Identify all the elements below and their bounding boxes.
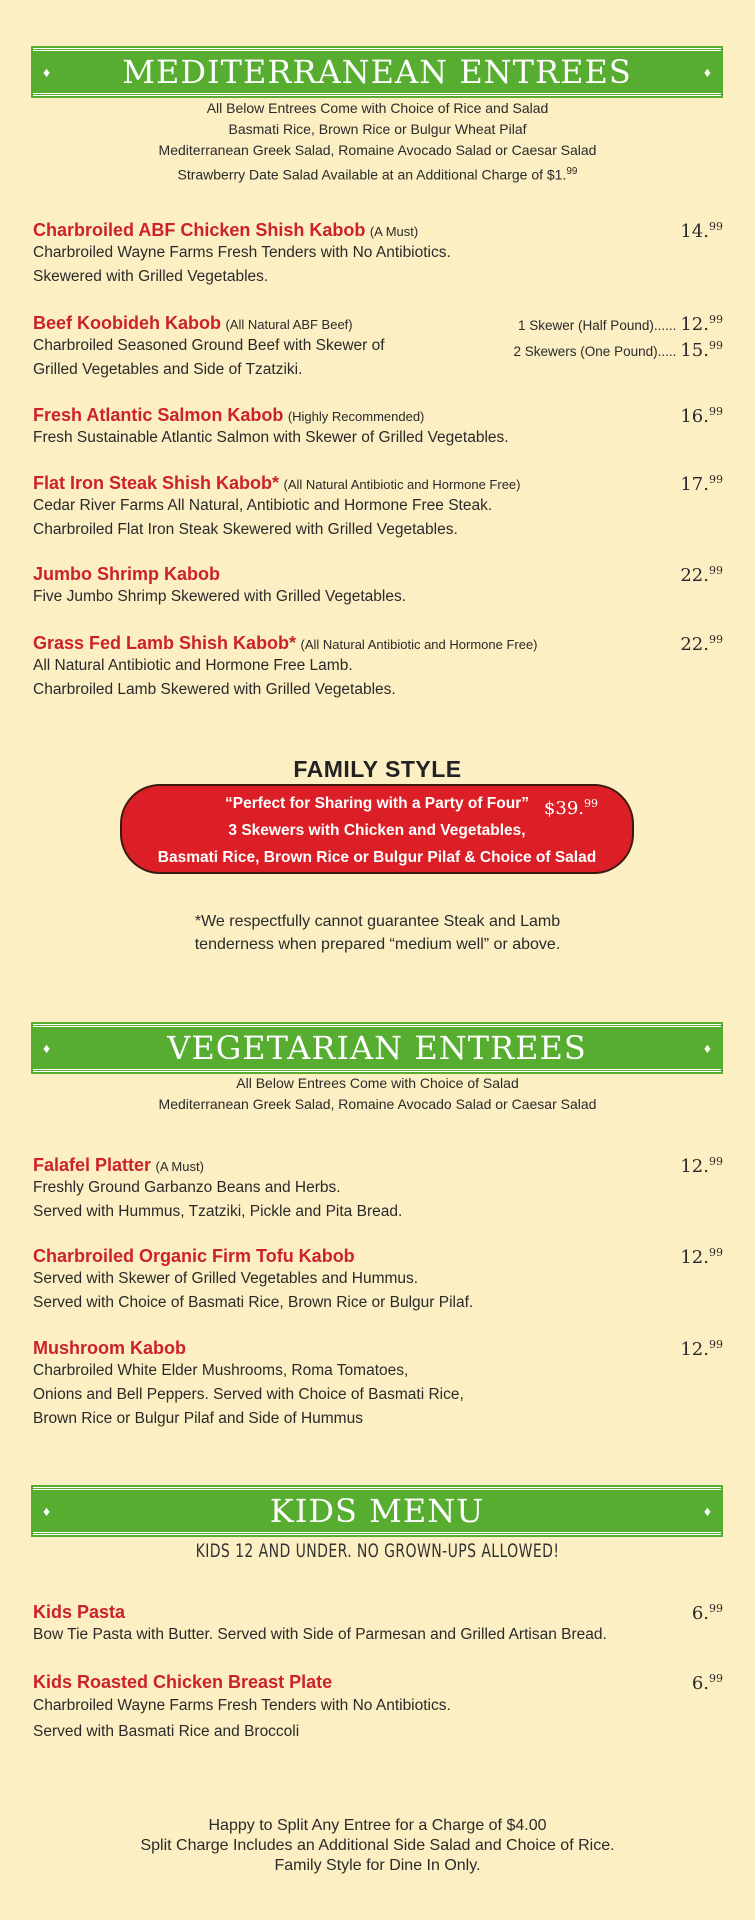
menu-item [33,405,723,450]
menu-item [33,1246,723,1315]
item-name: Fresh Atlantic Salmon Kabob [33,405,284,425]
menu-item [33,1155,723,1224]
item-name: Beef Koobideh Kabob [33,313,221,333]
item-description: Cedar River Farms All Natural, Antibiotic and Hormone Free Steak. Charbroiled Flat Iron Steak Skewered with Grilled Vegetables. [33,497,493,538]
item-price: 6.99 [691,1602,723,1624]
item-name: Flat Iron Steak Shish Kabob* [33,473,280,493]
section-title: VEGETARIAN ENTREES [167,1029,587,1067]
menu-item [33,473,723,542]
item-note: (A Must) [155,1159,204,1174]
item-description: Charbroiled Wayne Farms Fresh Tenders with No Antibiotics. Served with Basmati Rice and Broccoli [33,1697,451,1740]
item-price: 12.99 [680,1338,723,1360]
diamond-icon: ♦ [43,1040,51,1056]
item-name: Falafel Platter [33,1155,152,1175]
item-note: (All Natural Antibiotic and Hormone Free) [300,637,538,652]
mediterranean-notes: All Below Entrees Come with Choice of Rice and Salad Basmati Rice, Brown Rice or Bulgur Wheat Pilaf Mediterranean Greek Salad, Romaine Avocado Salad or Caesar Salad Strawberry Date Salad Available at an Additional Charge of $1.99 [158,100,597,183]
section-title: KIDS MENU [269,1492,485,1530]
item-description: Freshly Ground Garbanzo Beans and Herbs. Served with Hummus, Tzatziki, Pickle and Pita Bread. [33,1179,403,1220]
item-price: 16.99 [680,405,723,427]
item-description: Served with Skewer of Grilled Vegetables and Hummus. Served with Choice of Basmati Rice, Brown Rice or Bulgur Pilaf. [33,1270,474,1311]
item-description: Charbroiled Seasoned Ground Beef with Skewer of Grilled Vegetables and Side of Tzatziki. [33,337,385,378]
item-name: Mushroom Kabob [33,1338,186,1358]
item-name: Jumbo Shrimp Kabob [33,564,221,584]
item-description: All Natural Antibiotic and Hormone Free Lamb. Charbroiled Lamb Skewered with Grilled Vegetables. [33,657,396,698]
menu-item [33,1602,723,1647]
disclaimer: *We respectfully cannot guarantee Steak and Lamb tenderness when prepared “medium well” or above. [194,913,561,953]
item-note: (All Natural ABF Beef) [225,317,353,332]
menu-item [33,633,723,702]
family-style-title: FAMILY STYLE [293,756,462,782]
kids-banner [33,1487,721,1535]
item-name: Grass Fed Lamb Shish Kabob* [33,633,297,653]
vegetarian-banner [33,1024,721,1072]
vegetarian-notes: All Below Entrees Come with Choice of Salad Mediterranean Greek Salad, Romaine Avocado Salad or Caesar Salad [158,1075,597,1112]
diamond-icon: ♦ [703,1503,711,1519]
item-note: (A Must) [369,224,419,239]
section-title: MEDITERRANEAN ENTREES [122,53,632,91]
item-description: Fresh Sustainable Atlantic Salmon with Skewer of Grilled Vegetables. [33,429,509,446]
menu-item [33,220,723,289]
item-name: Charbroiled ABF Chicken Shish Kabob [33,220,366,240]
price-option: 1 Skewer (Half Pound)...... 12.99 [518,313,723,335]
diamond-icon: ♦ [703,1040,711,1056]
footer-notes: Happy to Split Any Entree for a Charge of $4.00 Split Charge Includes an Additional Side Salad and Choice of Rice. Family Style for Dine In Only. [140,1817,615,1874]
item-price: 14.99 [680,220,723,242]
menu-item [33,313,723,382]
item-price: 6.99 [691,1672,723,1694]
item-price: 12.99 [680,1155,723,1177]
item-price: 17.99 [680,473,723,495]
item-price: 22.99 [680,564,723,586]
item-price: 22.99 [680,633,723,655]
item-description: Charbroiled Wayne Farms Fresh Tenders with No Antibiotics. Skewered with Grilled Vegetables. [33,244,451,285]
item-name: Charbroiled Organic Firm Tofu Kabob [33,1246,355,1266]
menu-item [33,1338,723,1431]
menu-item [33,564,723,609]
item-description: Charbroiled White Elder Mushrooms, Roma Tomatoes, Onions and Bell Peppers. Served with Choice of Basmati Rice, Brown Rice or Bulgur Pilaf and Side of Hummus [33,1362,464,1427]
item-name: Kids Pasta [33,1602,126,1622]
item-price: 12.99 [680,1246,723,1268]
diamond-icon: ♦ [43,1503,51,1519]
item-name: Kids Roasted Chicken Breast Plate [33,1672,333,1692]
kids-tagline: KIDS 12 AND UNDER. NO GROWN-UPS ALLOWED! [195,1540,560,1562]
price-option: 2 Skewers (One Pound)..... 15.99 [513,339,723,361]
family-style-offer: “Perfect for Sharing with a Party of Four” 3 Skewers with Chicken and Vegetables, Basmati Rice, Brown Rice or Bulgur Pilaf & Choice of Salad $39.99 [120,784,634,874]
item-note: (Highly Recommended) [287,409,425,424]
item-note: (All Natural Antibiotic and Hormone Free) [283,477,521,492]
menu-item [33,1672,723,1745]
diamond-icon: ♦ [43,64,51,80]
mediterranean-banner [33,48,721,96]
family-style-price: $39.99 [543,797,598,819]
item-description: Bow Tie Pasta with Butter. Served with Side of Parmesan and Grilled Artisan Bread. [33,1626,607,1643]
diamond-icon: ♦ [703,64,711,80]
item-description: Five Jumbo Shrimp Skewered with Grilled Vegetables. [33,588,407,605]
